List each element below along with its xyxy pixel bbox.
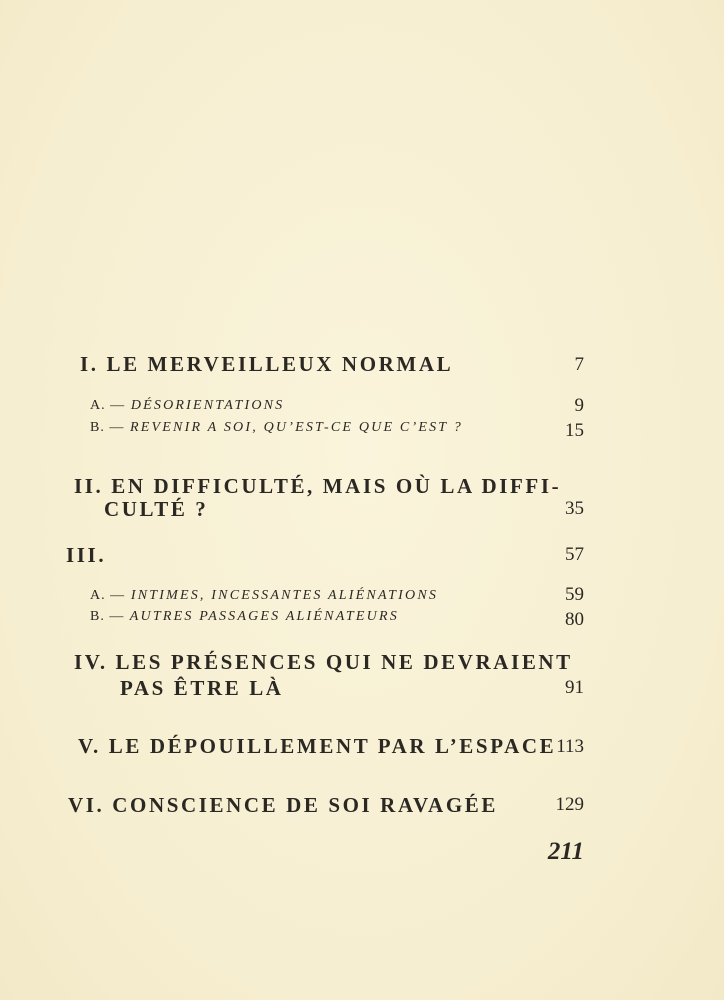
toc-page: 9 [574,395,584,416]
toc-title-line1: IV. LES PRÉSENCES QUI NE DEVRAIENT [74,650,573,674]
toc-subtitle [90,588,438,604]
toc-page: 113 [556,736,584,757]
page-number: 211 [547,838,584,865]
toc-title-line2: PAS ÊTRE LÀ [120,676,284,700]
toc-sub-label: A. — [90,398,126,413]
toc-page: 80 [565,609,584,630]
toc-page: 129 [555,794,584,815]
toc-subtitle [90,420,463,436]
toc-page: 59 [565,584,584,605]
toc-sub-label: B. — [90,420,125,435]
toc-sub-label: A. — [90,588,126,603]
toc-title: V. LE DÉPOUILLEMENT PAR L’ESPACE [78,734,557,758]
toc-sub-title: INTIMES, INCESSANTES ALIÉNATIONS [130,588,439,603]
toc-sub-label: B. — [90,609,125,624]
toc-subtitle [90,609,399,625]
toc-title-line1: II. EN DIFFICULTÉ, MAIS OÙ LA DIFFI- [74,474,562,498]
toc-title: III. [66,543,107,567]
toc-title: I. LE MERVEILLEUX NORMAL [80,352,454,376]
toc-page: 91 [565,677,584,698]
toc-page: 35 [565,498,584,519]
toc-sub-title: REVENIR A SOI, QU’EST-CE QUE C’EST ? [130,420,463,435]
toc-page: 15 [565,420,584,441]
toc-sub-title: DÉSORIENTATIONS [130,398,285,413]
toc-title: VI. CONSCIENCE DE SOI RAVAGÉE [68,793,498,817]
toc-page: 57 [565,544,584,565]
toc-page: 7 [574,354,584,375]
toc-title-line2: CULTÉ ? [104,497,209,521]
toc-sub-title: AUTRES PASSAGES ALIÉNATEURS [129,609,399,624]
toc-subtitle [90,398,284,414]
